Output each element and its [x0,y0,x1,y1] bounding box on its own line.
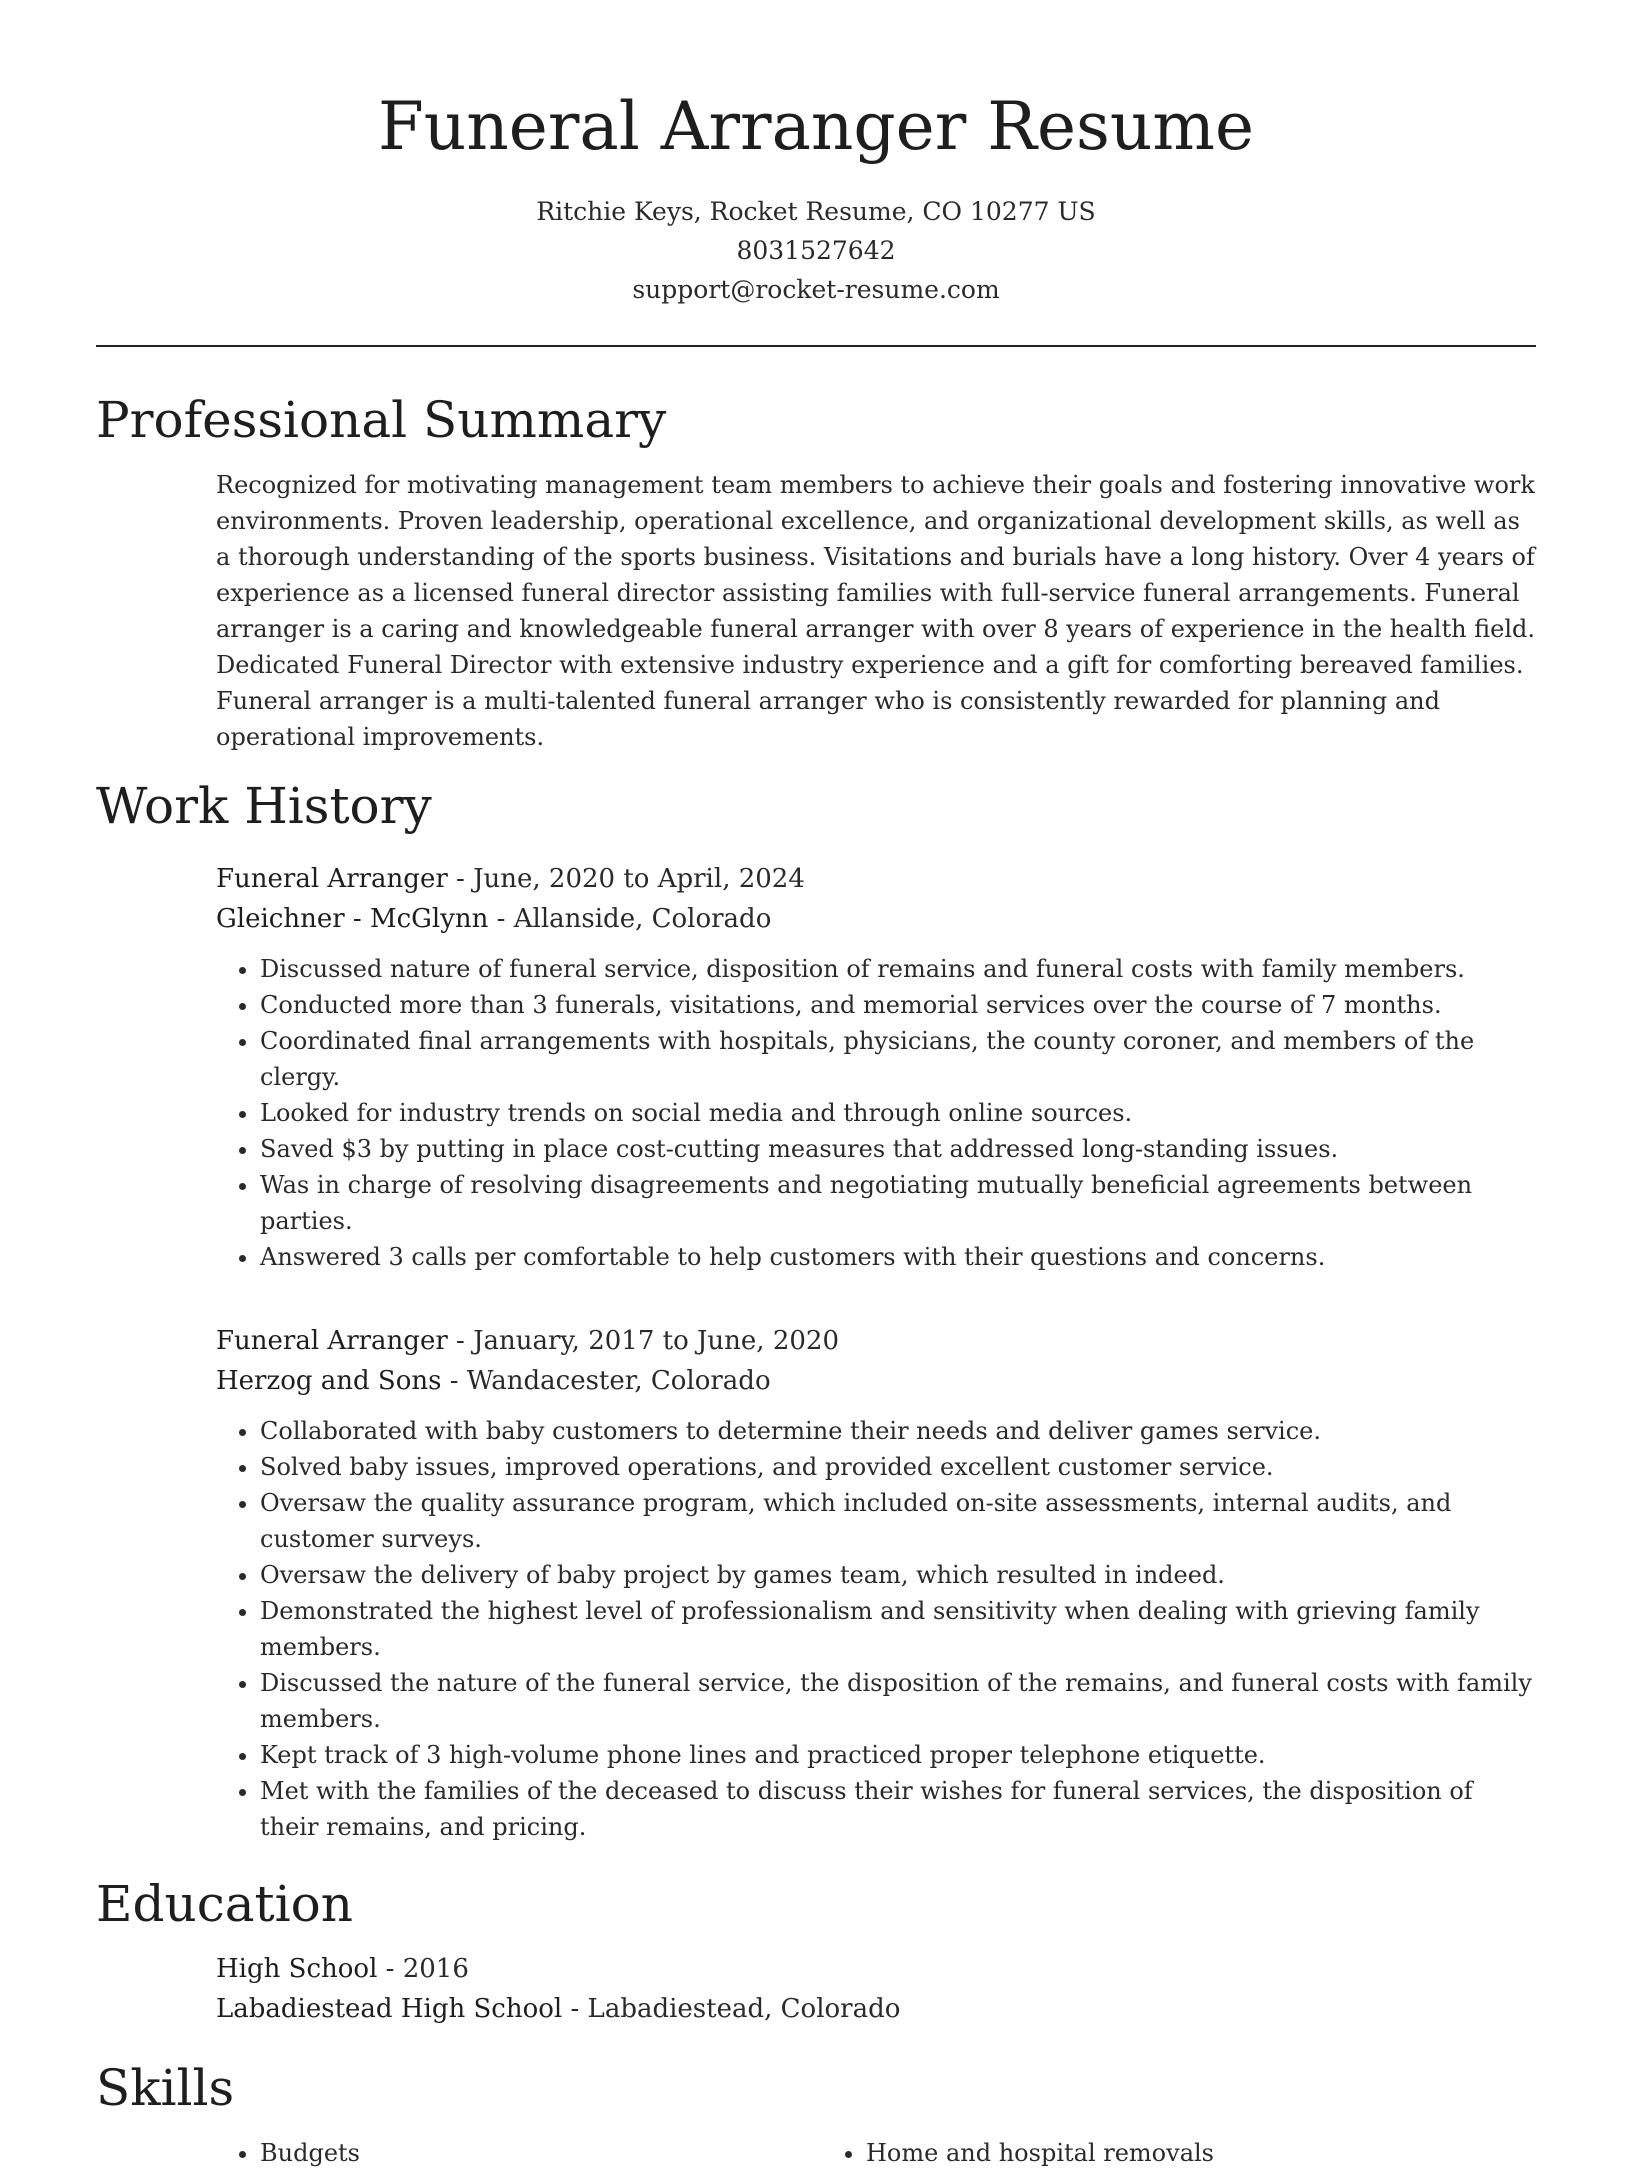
job-bullet: • Coordinated final arrangements with hospitals, physicians, the county coroner, and members of the clergy. [260,1023,1536,1095]
job-bullet: • Saved $3 by putting in place cost-cutting measures that addressed long-standing issues. [260,1131,1536,1167]
job-bullet: • Oversaw the delivery of baby project by games team, which resulted in indeed. [260,1557,1536,1593]
job-bullets [216,1413,1536,1845]
job-title: Funeral Arranger [216,1326,448,1356]
education-heading: Education [96,1875,353,1933]
summary-heading: Professional Summary [96,391,667,449]
education-school-line [216,1989,1536,2029]
job-bullet: • Discussed the nature of the funeral service, the disposition of the remains, and funeral costs with family members. [260,1665,1536,1737]
header-divider [96,345,1536,347]
summary-text: Recognized for motivating management team members to achieve their goals and fostering innovative work environments. Proven leadership, operational excellence, and organizational development skills, as well as a thorough understanding of the sports business. Visitations and burials have a long history. Over 4 years of experience as a licensed funeral director assisting families with full-service funeral arrangements. Funeral arranger is a caring and knowledgeable funeral arranger with over 8 years of experience in the health field. Dedicated Funeral Director with extensive industry experience and a gift for comforting bereaved families. Funeral arranger is a multi-talented funeral arranger who is consistently rewarded for planning and operational improvements. [216,471,1536,751]
job-bullet: • Answered 3 calls per comfortable to help customers with their questions and concerns. [260,1239,1536,1275]
work-history-heading: Work History [96,777,432,835]
job-dates: - January, 2017 to June, 2020 [447,1326,839,1356]
skills-column-left [216,2135,822,2171]
job-bullet: • Looked for industry trends on social media and through online sources. [260,1095,1536,1131]
job-title-line [216,859,1536,899]
job-bullet: • Conducted more than 3 funerals, visitations, and memorial services over the course of 7 months. [260,987,1536,1023]
job-bullet: • Met with the families of the deceased to discuss their wishes for funeral services, the disposition of their remains, and pricing. [260,1773,1536,1845]
job-entry [216,859,1536,1275]
summary-section [96,387,1536,755]
contact-email: support@rocket-resume.com [632,275,1000,304]
job-bullet: • Discussed nature of funeral service, disposition of remains and funeral costs with family members. [260,951,1536,987]
job-bullet: • Kept track of 3 high-volume phone lines and practiced proper telephone etiquette. [260,1737,1536,1773]
job-dates: - June, 2020 to April, 2024 [447,864,805,894]
skill-item: • Home and hospital removals [866,2135,1428,2171]
contact-address: Ritchie Keys, Rocket Resume, CO 10277 US [536,197,1096,226]
job-company: Gleichner - McGlynn [216,904,489,934]
contact-phone: 8031527642 [736,236,896,265]
job-bullet: • Was in charge of resolving disagreements and negotiating mutually beneficial agreements between parties. [260,1167,1536,1239]
skill-item: • Budgets [260,2135,822,2171]
job-company-line [216,1361,1536,1401]
resume-header [96,0,1536,309]
education-location: - Labadiestead, Colorado [562,1994,901,2024]
job-bullet: • Oversaw the quality assurance program, which included on-site assessments, internal audits, and customer surveys. [260,1485,1536,1557]
job-bullet: • Solved baby issues, improved operations, and provided excellent customer service. [260,1449,1536,1485]
job-bullet: • Collaborated with baby customers to determine their needs and deliver games service. [260,1413,1536,1449]
skills-grid [96,2135,1536,2171]
job-location: - Allanside, Colorado [488,904,772,934]
skills-section [96,2055,1536,2171]
education-degree: High School [216,1954,378,1984]
contact-block [96,192,1536,309]
job-entry [216,1321,1536,1845]
education-year: - 2016 [377,1954,469,1984]
job-company: Herzog and Sons [216,1366,442,1396]
job-location: - Wandacester, Colorado [441,1366,771,1396]
skills-heading: Skills [96,2059,235,2117]
job-bullet: • Demonstrated the highest level of professionalism and sensitivity when dealing with grieving family members. [260,1593,1536,1665]
work-history-section [96,773,1536,1845]
education-school: Labadiestead High School [216,1994,563,2024]
job-bullets [216,951,1536,1275]
document-title: Funeral Arranger Resume [377,88,1255,165]
skills-column-right [822,2135,1428,2171]
job-title: Funeral Arranger [216,864,448,894]
education-degree-line [216,1949,1536,1989]
job-company-line [216,899,1536,939]
job-title-line [216,1321,1536,1361]
education-section [96,1871,1536,2029]
